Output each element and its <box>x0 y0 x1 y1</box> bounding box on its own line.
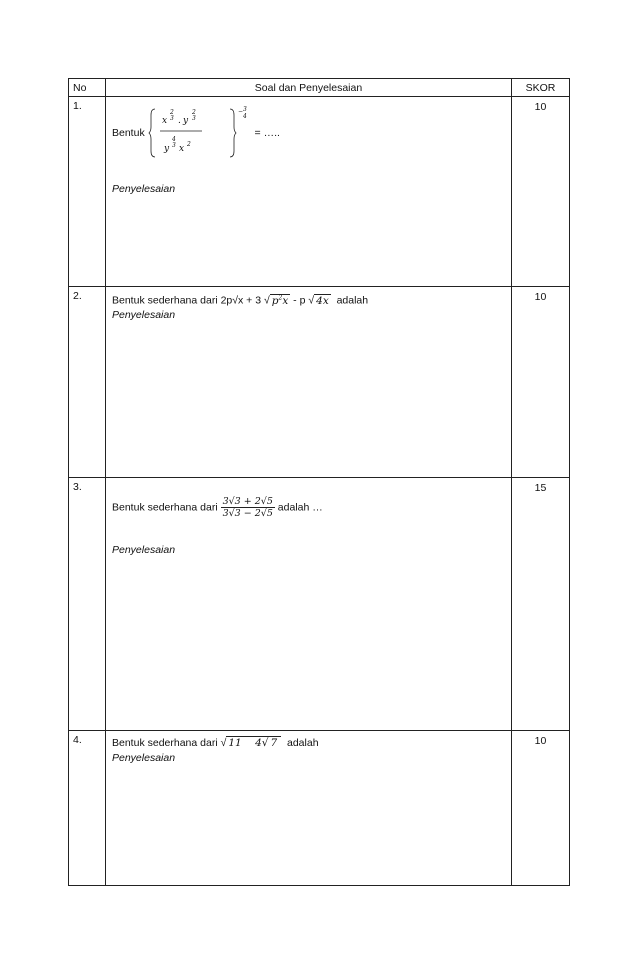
den-x: x <box>178 144 184 154</box>
den-y: y <box>163 144 169 154</box>
question-cell <box>106 731 512 886</box>
score: 10 <box>512 287 570 478</box>
header-soal: Soal dan Penyelesaian <box>106 79 512 97</box>
table-row <box>69 287 570 478</box>
row-number: 3. <box>69 478 106 731</box>
penyelesaian-label: Penyelesaian <box>112 544 176 556</box>
den-y-exp: 4 <box>171 136 176 143</box>
den-y-exp-den: 3 <box>171 142 176 149</box>
row-number: 2. <box>69 287 106 478</box>
outer-exp-num: 3 <box>242 106 247 113</box>
den-x-exp: 2 <box>186 141 191 148</box>
radical-fraction <box>221 496 275 519</box>
question-prefix: Bentuk sederhana dari <box>112 501 218 514</box>
question-suffix: = ….. <box>254 127 280 139</box>
question-suffix: adalah <box>336 294 369 307</box>
radical-4x: 4x <box>316 294 329 307</box>
question-prefix: Bentuk sederhana dari 2p√x + 3 <box>112 294 262 307</box>
question-mid: - p <box>293 294 306 307</box>
header-row <box>69 79 570 97</box>
radical-p2x: $p^2x$ <box>271 294 289 307</box>
score: 10 <box>512 97 570 287</box>
table-row <box>69 478 570 731</box>
num-dot: . <box>177 116 181 126</box>
row-number: 1. <box>69 97 106 287</box>
question-table <box>68 78 570 886</box>
header-no: No <box>69 79 106 97</box>
nested-radical: 11 4√ 7 <box>226 736 281 749</box>
fraction-denominator: 3√3 − 2√5 <box>222 508 273 519</box>
num-x-exp-den: 3 <box>169 115 174 122</box>
outer-sign: − <box>237 108 243 115</box>
penyelesaian-label: Penyelesaian <box>112 309 176 321</box>
question-suffix: adalah <box>287 737 319 749</box>
num-y-exp: 2 <box>191 109 196 116</box>
question-text <box>112 496 323 519</box>
num-x-exp: 2 <box>169 109 174 116</box>
penyelesaian-label: Penyelesaian <box>112 183 176 195</box>
fraction-numerator: 3√3 + 2√5 <box>222 496 273 507</box>
num-y-exp-den: 3 <box>191 115 196 122</box>
num-y: y <box>182 116 188 126</box>
outer-exp-den: 4 <box>242 113 247 120</box>
score: 10 <box>512 731 570 886</box>
question-prefix: Bentuk <box>112 127 145 139</box>
question-suffix: adalah … <box>277 501 323 514</box>
exponent-fraction-formula <box>148 105 252 161</box>
penyelesaian-label: Penyelesaian <box>112 752 176 764</box>
score: 15 <box>512 478 570 731</box>
question-text: Bentuk sederhana dari √ 11 4√ 7 adalah <box>112 737 319 749</box>
table-row <box>69 731 570 886</box>
row-number: 4. <box>69 731 106 886</box>
header-skor: SKOR <box>512 79 570 97</box>
question-text <box>112 105 280 161</box>
question-cell <box>106 478 512 731</box>
table-row <box>69 97 570 287</box>
num-x: x <box>161 116 167 126</box>
question-cell <box>106 97 512 287</box>
question-cell <box>106 287 512 478</box>
question-text: Bentuk sederhana dari 2p√x + 3 √ $p^2x$ - p √ 4x adalah <box>112 294 369 307</box>
question-prefix: Bentuk sederhana dari <box>112 737 218 749</box>
